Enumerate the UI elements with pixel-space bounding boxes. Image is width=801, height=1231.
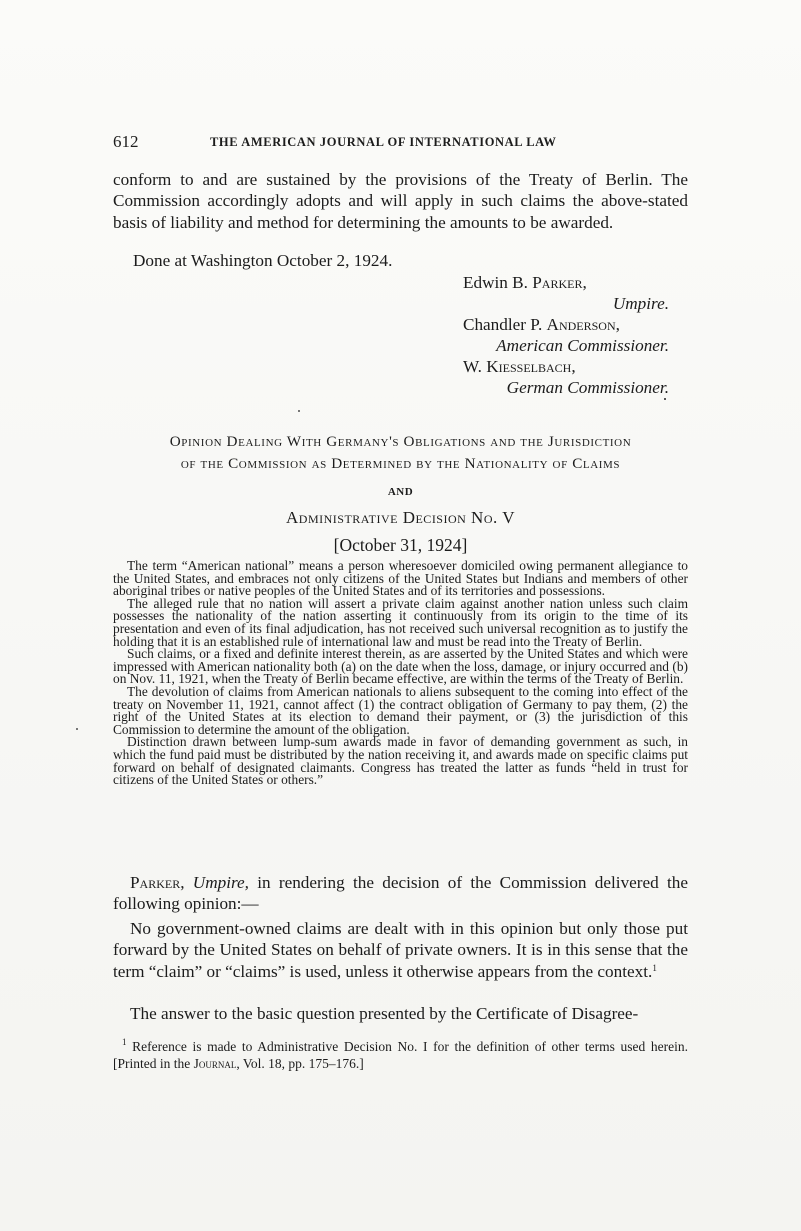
syllabus-paragraph: The term “American national” means a person wheresoever domiciled owing permanent allegiance to the United States, and embraces not only citizens of the United States but Indians and members of other aboriginal tribes or native peoples of the United States and of its territories and possessions. bbox=[113, 558, 688, 599]
heading-conjunction: AND bbox=[387, 486, 414, 498]
signature-name: Chandler P. Anderson, bbox=[463, 315, 620, 334]
signature-name: Edwin B. Parker, bbox=[463, 273, 587, 292]
journal-name: Journal bbox=[193, 1056, 237, 1071]
syllabus-paragraph: The devolution of claims from American nationals to aliens subsequent to the coming into effect of the treaty on November 11, 1921, cannot affect (1) the contract obligation of Germany to pay them, (2) the right of the United States at its election to demand their payment, or (3) the jurisdiction of this Commission to determine the amount of the obligation. bbox=[113, 683, 688, 737]
journal-title: THE AMERICAN JOURNAL OF INTERNATIONAL LAW bbox=[210, 135, 557, 149]
decision-title: Administrative Decision No. V bbox=[286, 508, 515, 527]
signature-name: W. Kiesselbach, bbox=[463, 357, 576, 376]
syllabus bbox=[113, 560, 688, 787]
signature-parker bbox=[463, 272, 669, 315]
opening-paragraph: conform to and are sustained by the provisions of the Treaty of Berlin. The Commission accordingly adopts and will apply in such claims the above-stated basis of liability and method for determining the amounts to be awarded. bbox=[113, 170, 688, 232]
signature-anderson bbox=[463, 314, 669, 357]
footnote-marker: 1 bbox=[122, 1037, 127, 1047]
section-heading-line-1: Opinion Dealing With Germany's Obligations and the Jurisdiction bbox=[169, 433, 632, 450]
umpire-name: Parker, bbox=[130, 873, 185, 892]
done-line: Done at Washington October 2, 1924. bbox=[133, 251, 393, 270]
section-heading-line-2: of the Commission as Determined by the Nationality of Claims bbox=[180, 455, 621, 472]
opinion-intro: Parker, Umpire, in rendering the decision of the Commission delivered the following opinion:— bbox=[113, 873, 688, 914]
signature-role: American Commissioner. bbox=[496, 336, 669, 356]
syllabus-paragraph: Such claims, or a fixed and definite interest therein, as are asserted by the United States and which were impressed with American nationality both (a) on the date when the loss, damage, or injury occurred and (b) on Nov. 11, 1921, when the Treaty of Berlin became effective, are within the terms of the Treaty of Berlin. bbox=[113, 646, 688, 687]
page-number: 612 bbox=[113, 132, 139, 151]
syllabus-paragraph: Distinction drawn between lump-sum awards made in favor of demanding government as such, in which the fund paid must be distributed by the nation receiving it, and awards made on specific claims put forward on behalf of designated claimants. Congress has treated the latter as funds “held in trust for citizens of the United States or others.” bbox=[113, 734, 688, 788]
footnote-reference[interactable]: 1 bbox=[652, 962, 657, 973]
umpire-role: Umpire, bbox=[192, 873, 249, 892]
paragraph-answer: The answer to the basic question presented by the Certificate of Disagree- bbox=[130, 1004, 639, 1023]
signature-kiesselbach bbox=[463, 356, 669, 399]
decision-date: [October 31, 1924] bbox=[333, 535, 468, 555]
signature-role: Umpire. bbox=[612, 294, 669, 314]
signature-role: German Commissioner. bbox=[506, 378, 669, 398]
syllabus-paragraph: The alleged rule that no nation will assert a private claim against another nation unless such claim possesses the nationality of the nation asserting it continuously from its origin to the time of its presentation and even of its final adjudication, has not received such universal recognition as to justify the holding that it is an established rule of international law and must be read into the Treaty of Berlin. bbox=[113, 595, 688, 649]
paragraph-claims: No government-owned claims are dealt with in this opinion but only those put forward by the United States on behalf of private owners. It is in this sense that the term “claim” or “claims” is used, unless it otherwise appears from the context.$^1$ bbox=[113, 919, 688, 981]
speck bbox=[76, 728, 78, 730]
footnote: $^1$ Reference is made to Administrative Decision No. I for the definition of other terms used herein. [Printed in the Journal, Vol. 18, pp. 175–176.] bbox=[113, 1037, 688, 1071]
speck bbox=[664, 398, 666, 400]
speck bbox=[298, 410, 300, 412]
